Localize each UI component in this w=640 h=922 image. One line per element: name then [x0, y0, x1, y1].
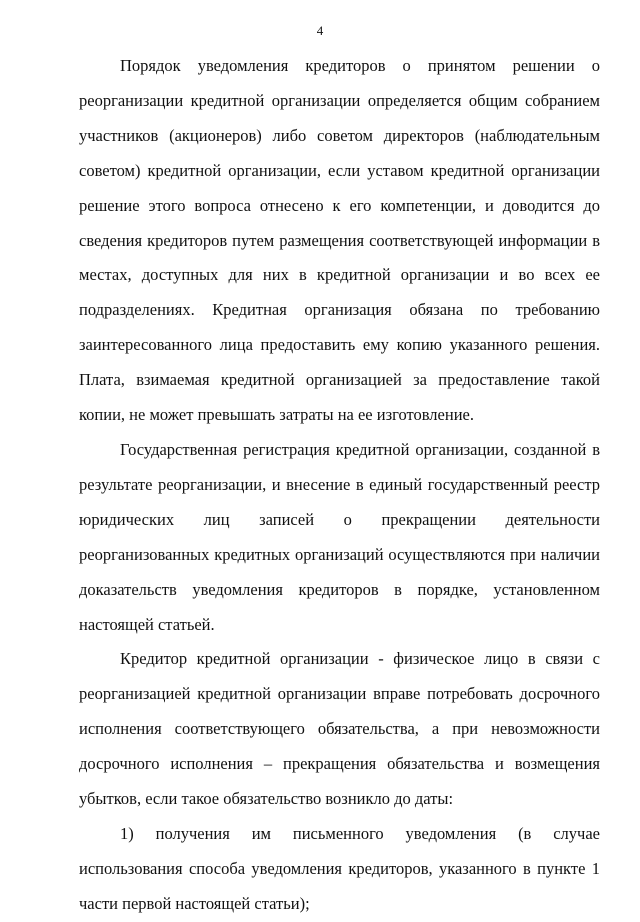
page-number: 4: [316, 23, 324, 38]
document-body: [79, 49, 600, 922]
paragraph-creditor-notification-order: Порядок уведомления кредиторов о принятом решении о реорганизации кредитной организации определяется общим собранием участников (акционеров) либо советом директоров (наблюдательным советом) кредитной организации, если уставом кредитной организации решение этого вопроса отнесено к его компетенции, и доводится до сведения кредиторов путем размещения соответствующей информации в местах, доступных для них в кредитной организации и во всех ее подразделениях. Кредитная организация обязана по требованию заинтересованного лица предоставить ему копию указанного решения. Плата, взимаемая кредитной организацией за предоставление такой копии, не может превышать затраты на ее изготовление.: [79, 56, 600, 425]
paragraph-state-registration: Государственная регистрация кредитной организации, созданной в результате реорганизации, и внесение в единый государственный реестр юридических лиц записей о прекращении деятельности реорганизованных кредитных организаций осуществляются при наличии доказательств уведомления кредиторов в порядке, установленном настоящей статьей.: [79, 439, 600, 634]
paragraph-list-item-1: 1) получения им письменного уведомления (в случае использования способа уведомления кредиторов, указанного в пункте 1 части первой настоящей статьи);: [79, 823, 600, 913]
paragraph-creditor-rights: Кредитор кредитной организации - физическое лицо в связи с реорганизацией кредитной организации вправе потребовать досрочного исполнения соответствующего обязательства, а при невозможности досрочного исполнения – прекращения обязательства и возмещения убытков, если такое обязательство возникло до даты:: [79, 649, 600, 809]
